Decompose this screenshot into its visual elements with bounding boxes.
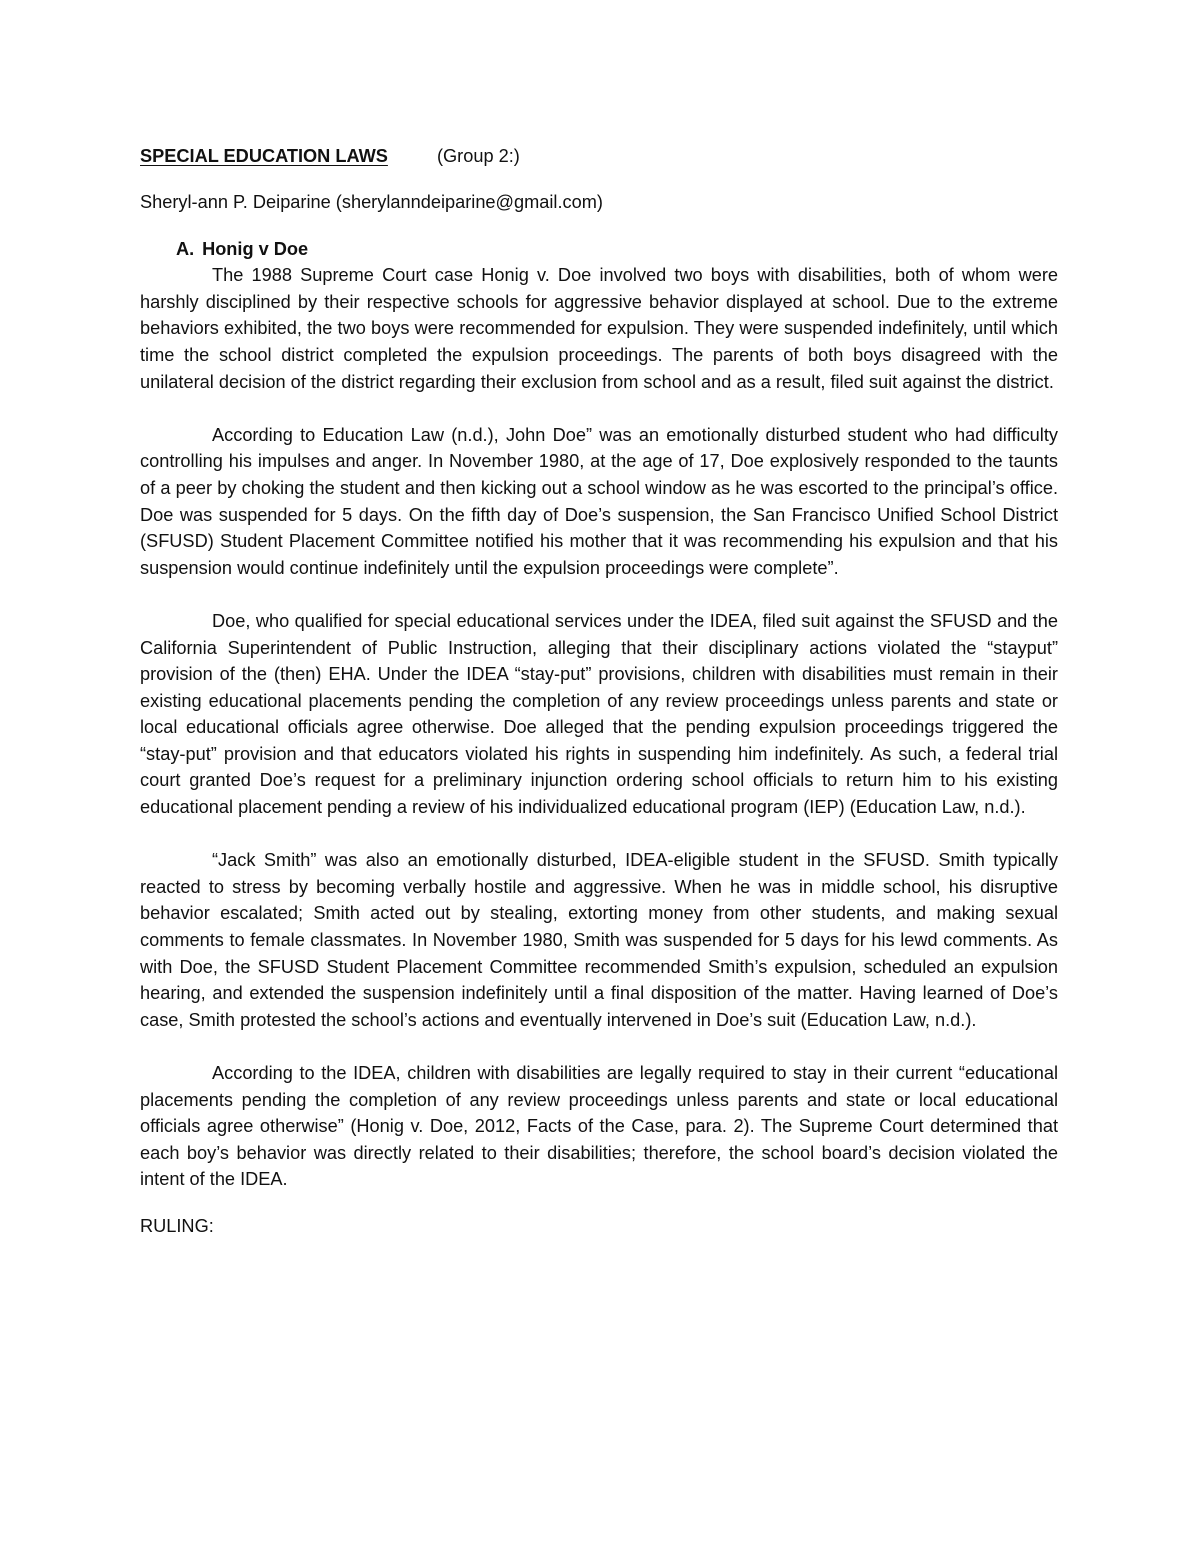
document-title: SPECIAL EDUCATION LAWS <box>140 146 388 166</box>
ruling-label: RULING: <box>140 1215 214 1236</box>
title-line <box>140 143 1058 169</box>
paragraph-doe-suit: Doe, who qualified for special educational services under the IDEA, filed suit against the SFUSD and the California Superintendent of Public Instruction, alleging that their disciplinary actions violated the “stayput” provision of the (then) EHA. Under the IDEA “stay-put” provisions, children with disabilities must remain in their existing educational placements pending the completion of any review proceedings unless parents and state or local educational officials agree otherwise. Doe alleged that the pending expulsion proceedings triggered the “stay-put” provision and that educators violated his rights in suspending him indefinitely. As such, a federal trial court granted Doe’s request for a preliminary injunction ordering school officials to return him to his existing educational placement pending a review of his individualized educational program (IEP) (Education Law, n.d.). <box>140 610 1058 818</box>
paragraph-john-doe: According to Education Law (n.d.), John Doe” was an emotionally disturbed student who had difficulty controlling his impulses and anger. In November 1980, at the age of 17, Doe explosively responded to the taunts of a peer by choking the student and then kicking out a school window as he was escorted to the principal’s office. Doe was suspended for 5 days. On the fifth day of Doe’s suspension, the San Francisco Unified School District (SFUSD) Student Placement Committee notified his mother that it was recommending his expulsion and that his suspension would continue indefinitely until the expulsion proceedings were complete”. <box>140 424 1058 578</box>
section-title: Honig v Doe <box>202 238 309 259</box>
paragraph-jack-smith: “Jack Smith” was also an emotionally disturbed, IDEA-eligible student in the SFUSD. Smith typically reacted to stress by becoming verbally hostile and aggressive. When he was in middle school, his disruptive behavior escalated; Smith acted out by stealing, extorting money from other students, and making sexual comments to female classmates. In November 1980, Smith was suspended for 5 days for his lewd comments. As with Doe, the SFUSD Student Placement Committee recommended Smith’s expulsion, scheduled an expulsion hearing, and extended the suspension indefinitely until a final disposition of the matter. Having learned of Doe’s case, Smith protested the school’s actions and eventually intervened in Doe’s suit (Education Law, n.d.). <box>140 850 1058 1030</box>
document-body <box>140 143 1058 1240</box>
section-letter: A. <box>176 238 195 259</box>
paragraph-intro: The 1988 Supreme Court case Honig v. Doe involved two boys with disabilities, both of whom were harshly disciplined by their respective schools for aggressive behavior displayed at school. Due to the extreme behaviors exhibited, the two boys were recommended for expulsion. They were suspended indefinitely, until which time the school district completed the expulsion proceedings. The parents of both boys disagreed with the unilateral decision of the district regarding their exclusion from school and as a result, filed suit against the district. <box>140 265 1058 392</box>
paragraph-idea-ruling: According to the IDEA, children with disabilities are legally required to stay in their current “educational placements pending the completion of any review proceedings unless parents and state or local educational officials agree otherwise” (Honig v. Doe, 2012, Facts of the Case, para. 2). The Supreme Court determined that each boy’s behavior was directly related to their disabilities; therefore, the school board’s decision violated the intent of the IDEA. <box>140 1063 1058 1190</box>
section-heading <box>140 236 1058 263</box>
author-line: Sheryl-ann P. Deiparine (sherylanndeiparine@gmail.com) <box>140 192 603 212</box>
group-label: (Group 2:) <box>436 146 520 166</box>
